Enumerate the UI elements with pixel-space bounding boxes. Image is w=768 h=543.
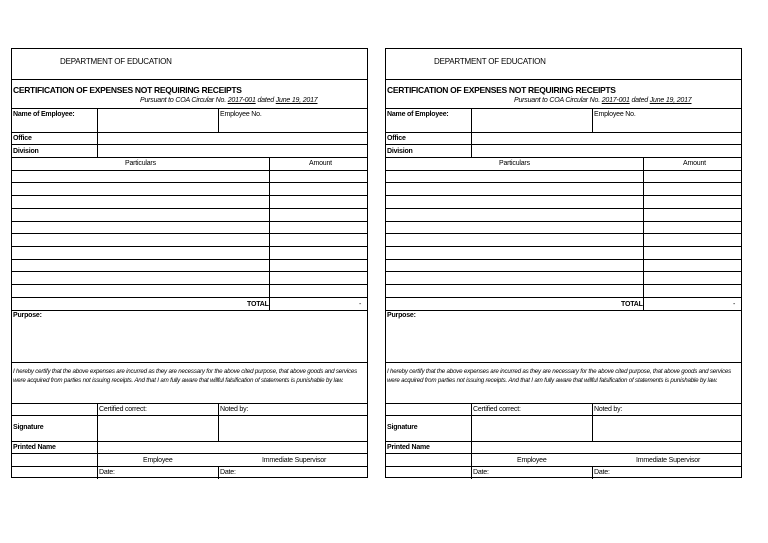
pursuant-prefix: Pursuant to COA Circular No. bbox=[514, 97, 600, 104]
divider bbox=[386, 144, 741, 145]
employee-caption: Employee bbox=[517, 457, 547, 464]
divider bbox=[386, 403, 741, 404]
divider bbox=[592, 108, 593, 133]
divider bbox=[12, 441, 367, 442]
circular-date: June 19, 2017 bbox=[649, 97, 692, 104]
divider bbox=[12, 221, 367, 222]
total-value: - bbox=[359, 301, 362, 308]
employee-no-label: Employee No. bbox=[220, 111, 262, 118]
divider bbox=[97, 403, 98, 479]
division-label: Division bbox=[13, 148, 39, 155]
total-value: - bbox=[733, 301, 736, 308]
certification-form-right bbox=[385, 48, 742, 478]
name-of-employee-label: Name of Employee: bbox=[387, 111, 449, 118]
divider bbox=[12, 362, 367, 363]
dated-word: dated bbox=[257, 97, 274, 104]
divider bbox=[386, 466, 741, 467]
divider bbox=[12, 246, 367, 247]
divider bbox=[386, 259, 741, 260]
divider bbox=[386, 271, 741, 272]
divider bbox=[12, 466, 367, 467]
form-title: CERTIFICATION OF EXPENSES NOT REQUIRING RECEIPTS bbox=[13, 85, 242, 95]
divider bbox=[12, 195, 367, 196]
divider bbox=[386, 415, 741, 416]
divider bbox=[386, 362, 741, 363]
office-label: Office bbox=[13, 135, 32, 142]
divider bbox=[12, 259, 367, 260]
divider bbox=[592, 466, 593, 479]
divider bbox=[12, 297, 367, 298]
divider bbox=[386, 441, 741, 442]
noted-by-label: Noted by: bbox=[220, 406, 249, 413]
divider bbox=[12, 170, 367, 171]
divider bbox=[12, 310, 367, 311]
department-name: DEPARTMENT OF EDUCATION bbox=[434, 57, 546, 66]
printed-name-label: Printed Name bbox=[387, 444, 430, 451]
circular-date: June 19, 2017 bbox=[275, 97, 318, 104]
divider bbox=[471, 403, 472, 479]
employee-no-label: Employee No. bbox=[594, 111, 636, 118]
dated-word: dated bbox=[631, 97, 648, 104]
divider bbox=[471, 108, 472, 158]
divider bbox=[12, 157, 367, 158]
divider bbox=[12, 415, 367, 416]
divider bbox=[386, 453, 741, 454]
divider bbox=[386, 208, 741, 209]
amount-header: Amount bbox=[683, 160, 706, 167]
employee-caption: Employee bbox=[143, 457, 173, 464]
printed-name-label: Printed Name bbox=[13, 444, 56, 451]
office-label: Office bbox=[387, 135, 406, 142]
divider bbox=[592, 403, 593, 441]
divider bbox=[12, 132, 367, 133]
immediate-supervisor-caption: Immediate Supervisor bbox=[636, 457, 701, 464]
divider bbox=[12, 144, 367, 145]
total-label: TOTAL bbox=[247, 301, 269, 308]
divider bbox=[386, 221, 741, 222]
divider bbox=[12, 284, 367, 285]
certified-correct-label: Certified correct: bbox=[99, 406, 147, 413]
particulars-header: Particulars bbox=[499, 160, 530, 167]
divider bbox=[12, 453, 367, 454]
circular-number: 2017-001 bbox=[227, 97, 256, 104]
total-label: TOTAL bbox=[621, 301, 643, 308]
particulars-header: Particulars bbox=[125, 160, 156, 167]
divider bbox=[218, 108, 219, 133]
divider bbox=[386, 195, 741, 196]
divider bbox=[386, 284, 741, 285]
divider bbox=[218, 466, 219, 479]
divider bbox=[386, 246, 741, 247]
purpose-label: Purpose: bbox=[387, 312, 416, 319]
signature-label: Signature bbox=[387, 424, 418, 431]
divider bbox=[386, 310, 741, 311]
divider bbox=[97, 108, 98, 158]
amount-header: Amount bbox=[309, 160, 332, 167]
employee-date-label: Date: bbox=[473, 469, 489, 476]
divider bbox=[386, 170, 741, 171]
certified-correct-label: Certified correct: bbox=[473, 406, 521, 413]
purpose-label: Purpose: bbox=[13, 312, 42, 319]
supervisor-date-label: Date: bbox=[594, 469, 610, 476]
divider bbox=[386, 79, 741, 80]
divider bbox=[386, 132, 741, 133]
divider bbox=[12, 233, 367, 234]
form-title: CERTIFICATION OF EXPENSES NOT REQUIRING RECEIPTS bbox=[387, 85, 616, 95]
signature-label: Signature bbox=[13, 424, 44, 431]
divider bbox=[643, 157, 644, 311]
certification-statement: I hereby certify that the above expenses are incurred as they are necessary for the above cited purpose, that above goods and services were acquired from parties not issuing receipts. And that I am fully aware that willful falsification of statements is punishable by law. bbox=[387, 368, 731, 384]
divider bbox=[12, 208, 367, 209]
divider bbox=[386, 233, 741, 234]
divider bbox=[386, 108, 741, 109]
divider bbox=[12, 182, 367, 183]
circular-number: 2017-001 bbox=[601, 97, 630, 104]
divider bbox=[386, 297, 741, 298]
employee-date-label: Date: bbox=[99, 469, 115, 476]
pursuant-line bbox=[140, 97, 318, 104]
divider bbox=[386, 157, 741, 158]
noted-by-label: Noted by: bbox=[594, 406, 623, 413]
department-name: DEPARTMENT OF EDUCATION bbox=[60, 57, 172, 66]
divider bbox=[269, 157, 270, 311]
divider bbox=[12, 108, 367, 109]
divider bbox=[12, 271, 367, 272]
certification-form-left bbox=[11, 48, 368, 478]
pursuant-line bbox=[514, 97, 692, 104]
divider bbox=[218, 403, 219, 441]
divider bbox=[12, 79, 367, 80]
immediate-supervisor-caption: Immediate Supervisor bbox=[262, 457, 327, 464]
divider bbox=[12, 403, 367, 404]
certification-statement: I hereby certify that the above expenses are incurred as they are necessary for the above cited purpose, that above goods and services were acquired from parties not issuing receipts. And that I am fully aware that willful falsification of statements is punishable by law. bbox=[13, 368, 357, 384]
divider bbox=[386, 182, 741, 183]
division-label: Division bbox=[387, 148, 413, 155]
supervisor-date-label: Date: bbox=[220, 469, 236, 476]
name-of-employee-label: Name of Employee: bbox=[13, 111, 75, 118]
pursuant-prefix: Pursuant to COA Circular No. bbox=[140, 97, 226, 104]
